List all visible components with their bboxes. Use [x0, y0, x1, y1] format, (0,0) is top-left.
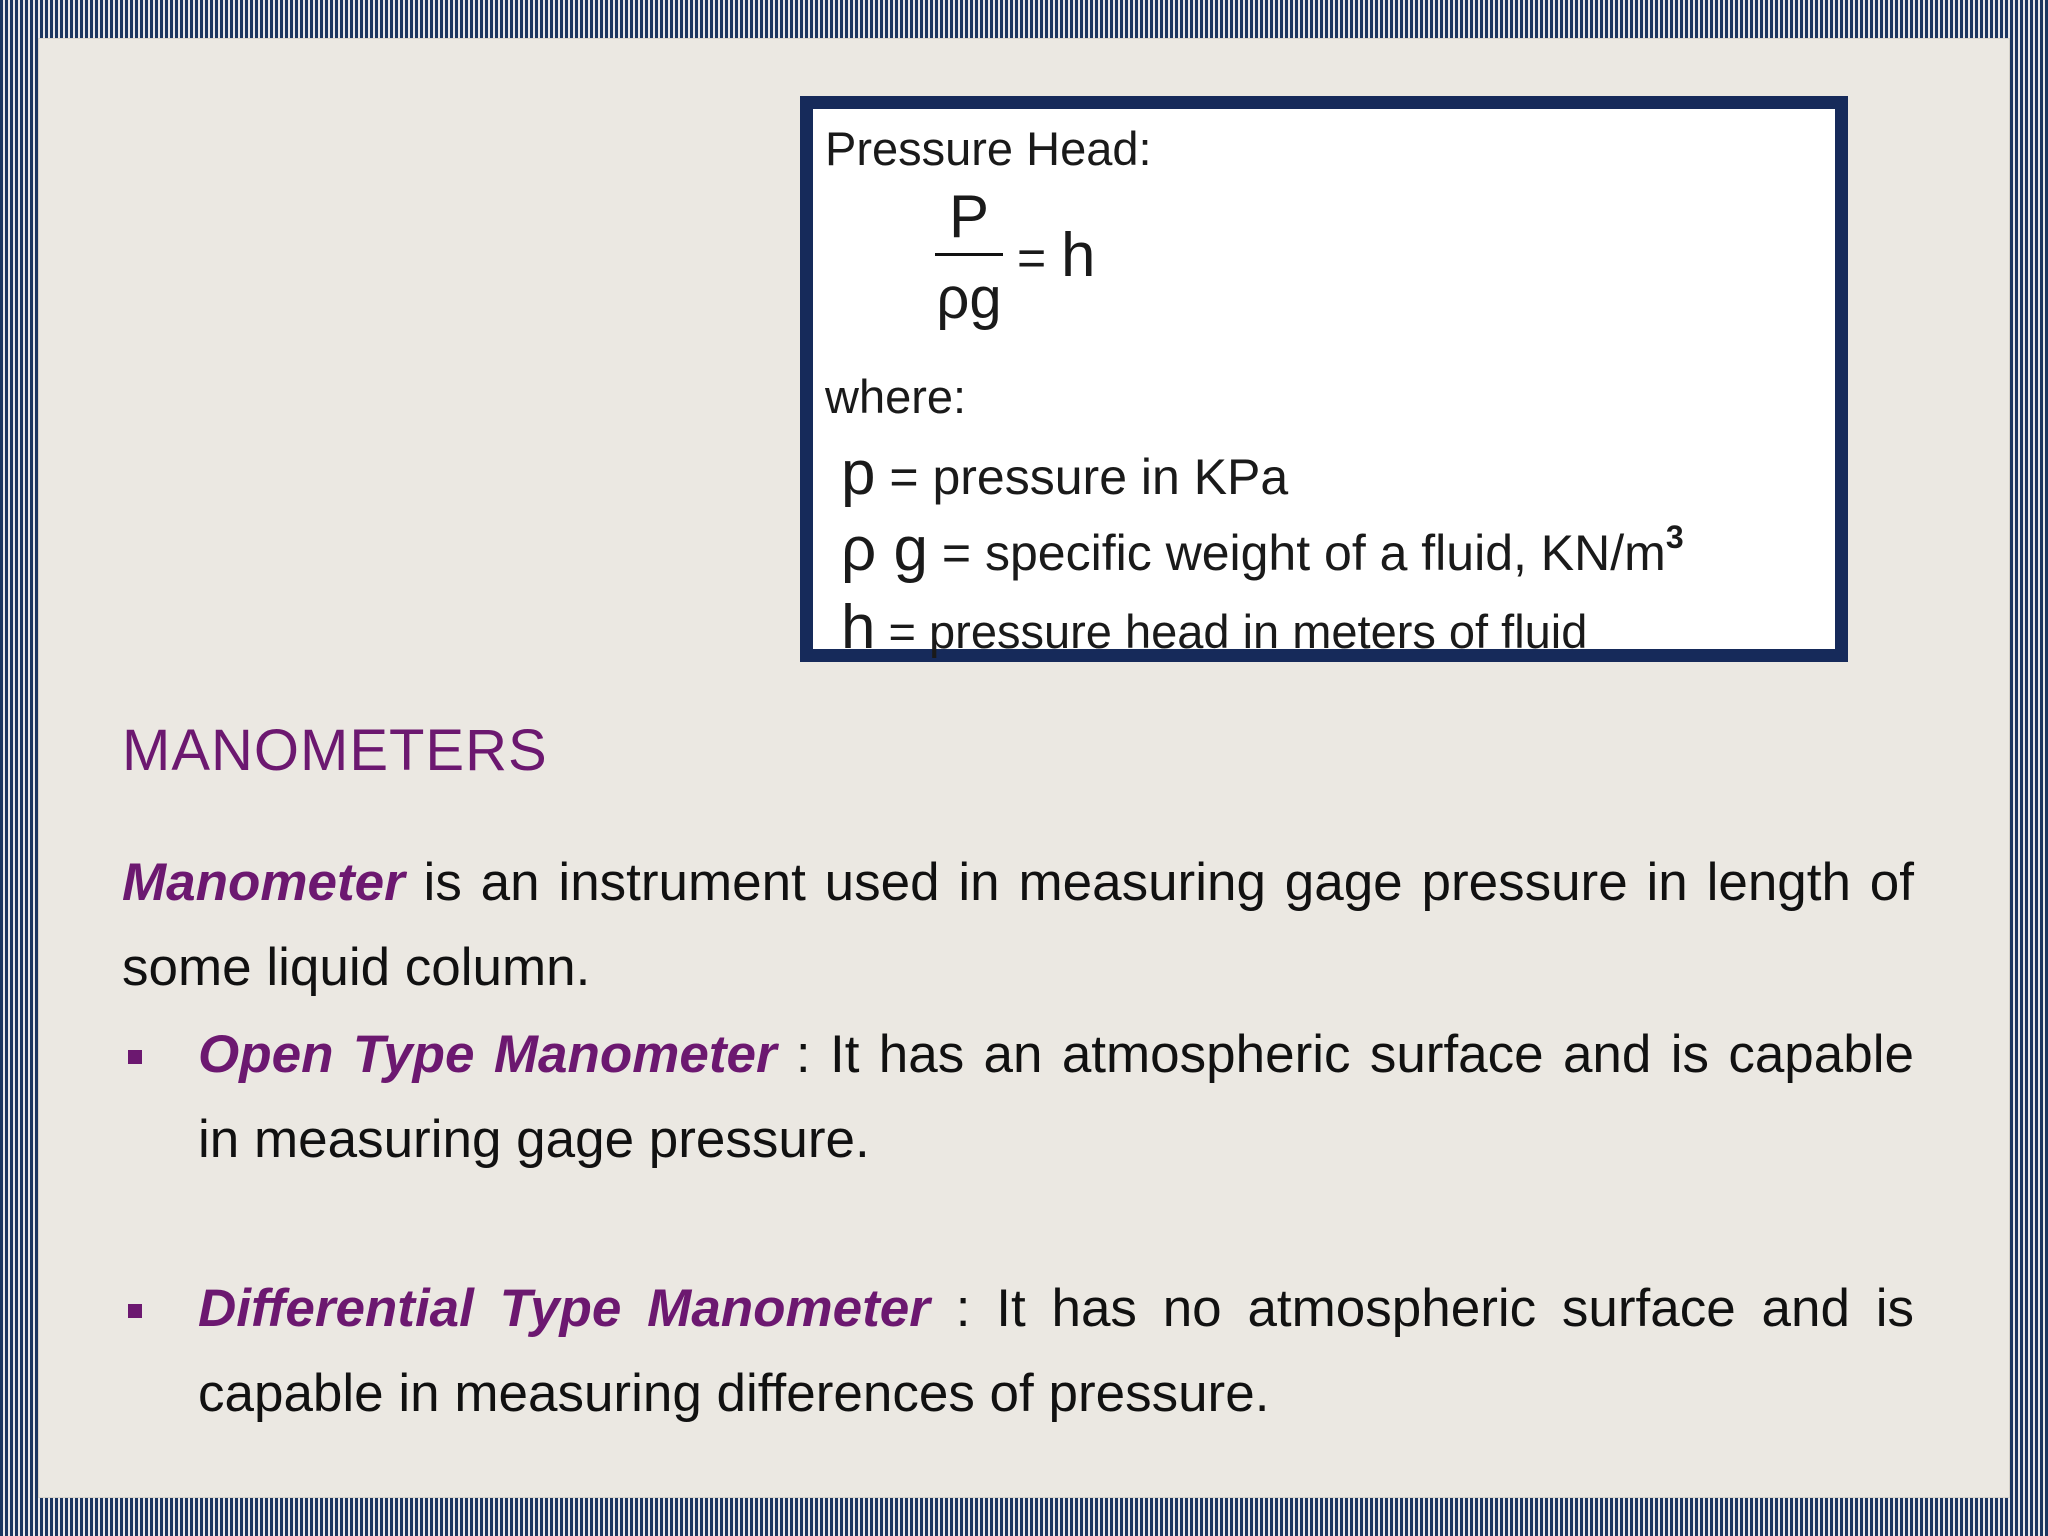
fraction-denominator: ρg — [936, 266, 1002, 331]
definition-specific-weight — [841, 515, 1684, 584]
unit-superscript: 3 — [1665, 519, 1684, 555]
intro-term: Manometer — [122, 853, 405, 912]
where-label: where: — [825, 370, 967, 423]
bullet-text: : It has an atmospheric surface and is capable in measuring gage pressure. — [198, 1025, 1914, 1169]
formula-heading: Pressure Head: — [825, 122, 1152, 175]
bullet-text: : It has no atmospheric surface and is capable in measuring differences of pressure. — [198, 1279, 1914, 1423]
bullet-differential-type — [198, 1266, 1914, 1436]
bullet-term: Differential Type Manometer — [198, 1279, 930, 1338]
section-title: MANOMETERS — [122, 718, 548, 783]
fraction-bar — [935, 253, 1003, 256]
intro-paragraph — [122, 840, 1914, 1010]
definition-symbol: p — [841, 439, 876, 508]
pressure-fraction — [935, 183, 1003, 331]
definition-pressure-head — [841, 593, 1588, 662]
equals-sign: = — [1017, 230, 1047, 286]
bullet-marker — [128, 1050, 142, 1064]
slide — [38, 38, 2010, 1498]
definition-symbol: ρ g — [841, 515, 928, 584]
bullet-term: Open Type Manometer — [198, 1025, 777, 1084]
bullet-open-type — [198, 1012, 1914, 1182]
definition-text: = specific weight of a fluid, KN/m — [927, 525, 1666, 581]
formula-result: h — [1061, 221, 1096, 290]
definition-text: = pressure head in meters of fluid — [875, 605, 1588, 658]
pressure-head-formula-box — [800, 96, 1848, 662]
fraction-numerator: P — [948, 183, 990, 250]
definition-pressure — [841, 439, 1289, 508]
definition-symbol: h — [841, 593, 876, 662]
definition-text: = pressure in KPa — [875, 449, 1289, 505]
intro-text: is an instrument used in measuring gage pressure in length of some liquid column. — [122, 853, 1914, 997]
bullet-marker — [128, 1304, 142, 1318]
